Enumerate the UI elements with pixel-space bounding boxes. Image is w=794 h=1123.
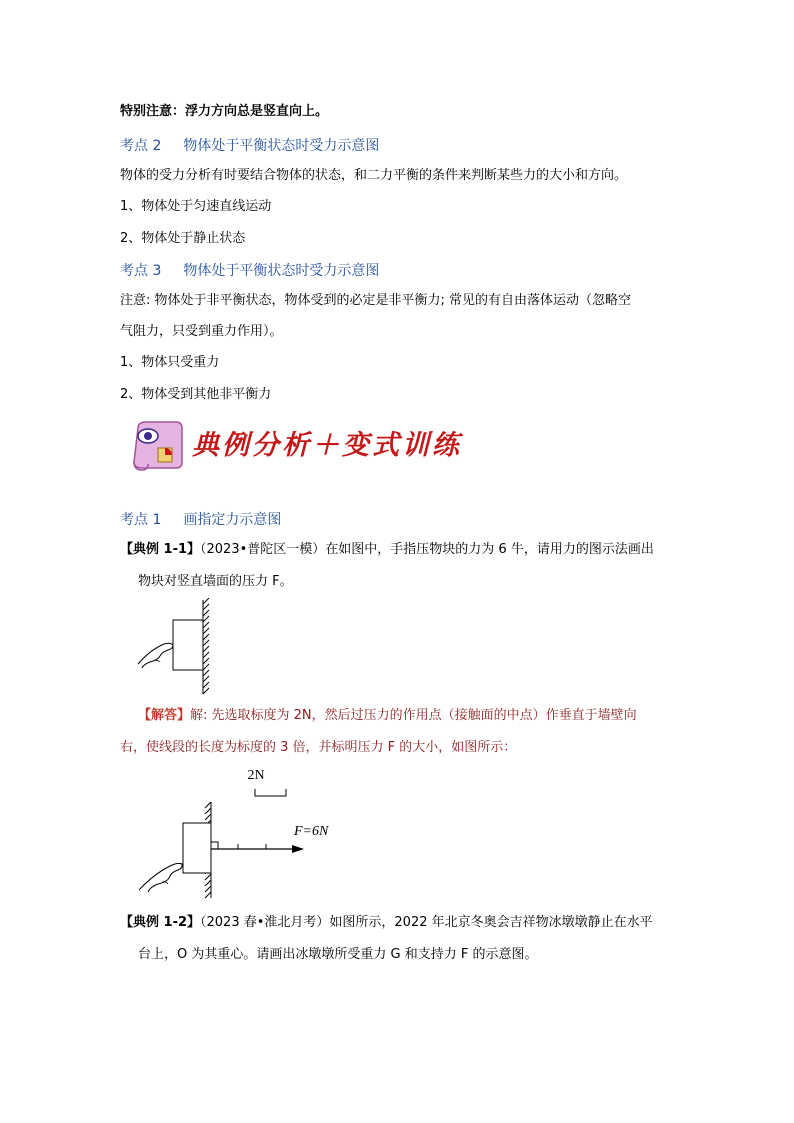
section2-title: 物体处于平衡状态时受力示意图 xyxy=(183,138,380,154)
note-prefix: 特别注意： xyxy=(120,104,186,119)
section2-item-2: 2、物体处于静止状态 xyxy=(120,231,246,246)
example2-text1: 如图所示，2022 年北京冬奥会吉祥物冰墩墩静止在水平 xyxy=(329,915,653,930)
answer1-tag: 【解答】 xyxy=(138,708,191,723)
force-arrowhead xyxy=(292,845,304,853)
banner-title: 典例分析＋变式训练 xyxy=(192,430,462,461)
figure-force-diagram xyxy=(136,760,356,900)
scale-bar xyxy=(255,789,286,796)
section2-desc: 物体的受力分析有时要结合物体的状态，和二力平衡的条件来判断某些力的大小和方向。 xyxy=(120,168,628,183)
note-text: 浮力方向总是竖直向上。 xyxy=(185,104,329,119)
example2-tag: 【典例 1-2】 xyxy=(120,915,201,930)
section2-label: 考点 2 xyxy=(120,138,162,154)
answer1-line1 xyxy=(138,707,637,725)
example1-line1 xyxy=(120,541,654,559)
banner-scroll-icon xyxy=(128,418,186,474)
section3-title: 物体处于平衡状态时受力示意图 xyxy=(183,263,380,279)
example1-line2: 物块对竖直墙面的压力 F。 xyxy=(138,574,293,589)
section3-note-line2: 气阻力，只受到重力作用）。 xyxy=(120,324,283,339)
wall-hatch xyxy=(203,598,209,694)
hand-2 xyxy=(139,863,182,892)
section2-item-1: 1、物体处于匀速直线运动 xyxy=(120,199,272,214)
example2-source: （2023 春•淮北月考） xyxy=(200,915,330,930)
example2-line1 xyxy=(120,914,653,932)
hand xyxy=(138,643,173,668)
section3-note-line1: 注意: 物体处于非平衡状态，物体受到的必定是非平衡力; 常见的有自由落体运动（忽略空 xyxy=(120,293,632,308)
example2-line2: 台上，O 为其重心。请画出冰墩墩所受重力 G 和支持力 F 的示意图。 xyxy=(138,947,538,962)
section1-label: 考点 1 xyxy=(120,512,162,528)
section1-heading xyxy=(120,509,281,529)
block-2 xyxy=(183,823,211,873)
force-label: F=6N xyxy=(294,824,329,839)
section3-label: 考点 3 xyxy=(120,263,162,279)
figure-hand-block-wall xyxy=(136,598,216,698)
example1-tag: 【典例 1-1】 xyxy=(120,542,201,557)
scale-label: 2N xyxy=(247,768,265,783)
section3-item-2: 2、物体受到其他非平衡力 xyxy=(120,387,272,402)
right-angle-mark xyxy=(211,842,218,849)
answer1-text1: 解: 先选取标度为 2N，然后过压力的作用点（接触面的中点）作垂直于墙壁向 xyxy=(190,708,637,723)
section2-heading xyxy=(120,135,379,155)
answer1-line2: 右，使线段的长度为标度的 3 倍，并标明压力 F 的大小，如图所示： xyxy=(120,740,517,755)
section3-item-1: 1、物体只受重力 xyxy=(120,355,220,370)
section1-title: 画指定力示意图 xyxy=(183,512,282,528)
banner xyxy=(128,418,462,476)
block xyxy=(173,620,203,670)
example1-text1: 在如图中，手指压物块的力为 6 牛，请用力的图示法画出 xyxy=(325,542,654,557)
example1-source: （2023•普陀区一模） xyxy=(200,542,326,557)
note-line xyxy=(120,103,328,121)
section3-heading xyxy=(120,260,379,280)
